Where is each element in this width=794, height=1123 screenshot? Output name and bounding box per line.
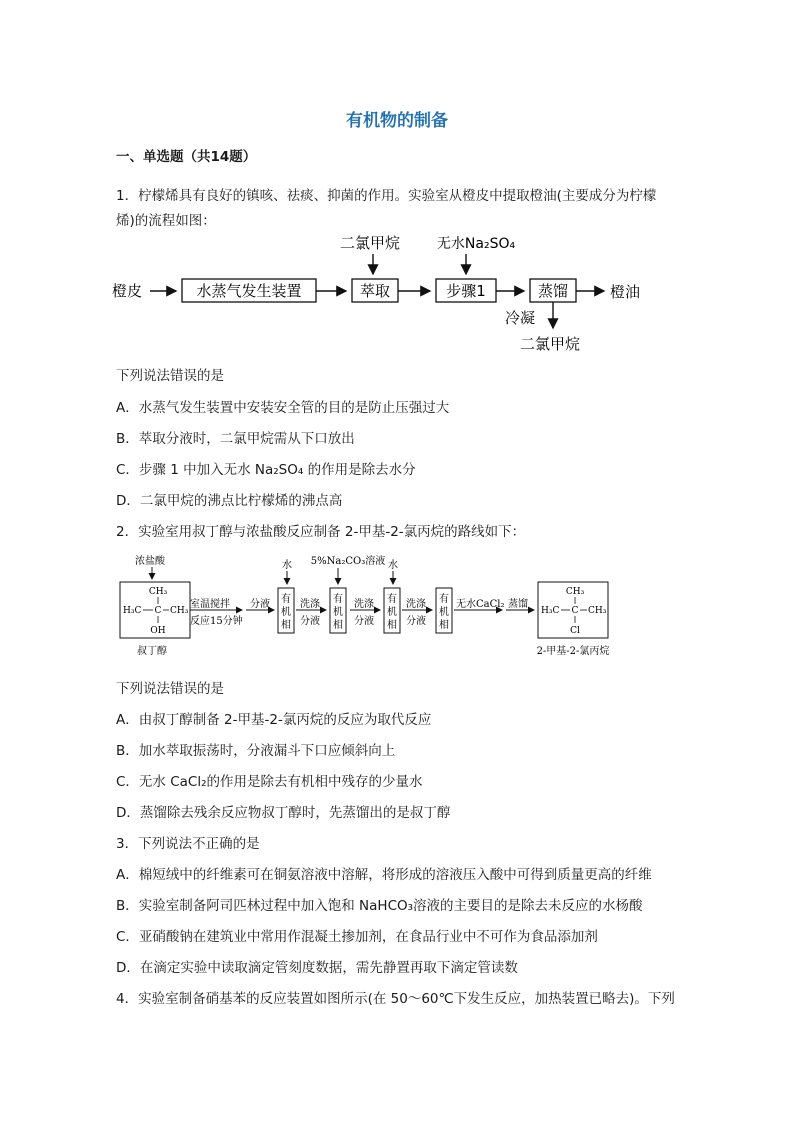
wash-label-3: 洗涤 [406,599,426,610]
q1-option-b: B．萃取分液时，二氯甲烷需从下口放出 [116,431,355,447]
reagent-dichloromethane: 二氯甲烷 [339,234,401,252]
start-ch3-right: CH₃ [170,606,189,616]
q1-prompt: 下列说法错误的是 [116,368,224,384]
prod-ch3-right: CH₃ [588,606,607,616]
sep-label-3: 分液 [354,616,374,627]
flow-end: 橙油 [610,283,641,301]
q3-option-b: B．实验室制备阿司匹林过程中加入饱和 NaHCO₃溶液的主要目的是除去未反应的水杨酸 [116,898,643,914]
reagent-na2so4: 无水Na₂SO₄ [436,236,516,252]
q2-prompt: 下列说法错误的是 [116,681,224,697]
distill-label: 蒸馏 [508,599,528,610]
water-label-1: 水 [282,560,292,571]
sep-label-1: 分液 [250,599,270,610]
q4-text-line1: 4．实验室制备硝基苯的反应装置如图所示(在 50～60℃下发生反应，加热装置已略去)。下列 [116,991,675,1007]
q1-option-a: A．水蒸气发生装置中安装安全管的目的是防止压强过大 [116,400,450,416]
prod-c: C [571,606,579,616]
page-title: 有机物的制备 [346,111,448,131]
na2co3-label: 5%Na₂CO₃溶液 [310,556,386,567]
org-char: 机 [439,607,449,618]
q2-route-diagram [112,552,632,664]
q3-option-d: D．在滴定实验中读取滴定管刻度数据，需先静置再取下滴定管读数 [116,960,518,976]
q2-option-b: B．加水萃取振荡时，分液漏斗下口应倾斜向上 [116,743,396,759]
q3-option-c: C．亚硝酸钠在建筑业中常用作混凝土掺加剂，在食品行业中不可作为食品添加剂 [116,929,598,945]
reagent-hcl: 浓盐酸 [135,556,165,567]
q2-option-c: C．无水 CaCl₂的作用是除去有机相中残存的少量水 [116,774,423,790]
org-char: 有 [387,594,397,605]
start-h3c: H₃C [123,606,142,616]
org-char: 有 [439,594,449,605]
org-char: 相 [439,620,449,631]
org-char: 相 [387,620,397,631]
sep-label-4: 分液 [406,616,426,627]
org-char: 有 [281,594,291,605]
org-char: 相 [281,620,291,631]
prod-h3c: H₃C [541,606,560,616]
box-extract-label: 萃取 [359,282,391,300]
q1-text-line2: 烯)的流程如图： [116,213,216,229]
org-char: 相 [333,620,343,631]
q2-text-line1: 2．实验室用叔丁醇与浓盐酸反应制备 2-甲基-2-氯丙烷的路线如下： [116,524,526,540]
org-char: 机 [281,607,291,618]
start-name: 叔丁醇 [137,646,167,657]
org-char: 机 [387,607,397,618]
section-heading: 一、单选题（共14题） [116,149,257,165]
start-oh: OH [150,626,166,636]
sep-label-2: 分液 [300,616,320,627]
step1-top: 室温搅拌 [190,599,230,610]
wash-label-2: 洗涤 [354,599,374,610]
q2-option-a: A．由叔丁醇制备 2-甲基-2-氯丙烷的反应为取代反应 [116,712,432,728]
wash-label-1: 洗涤 [300,599,320,610]
org-char: 有 [333,594,343,605]
box-steam-generator-label: 水蒸气发生装置 [196,282,302,300]
q1-option-d: D．二氯甲烷的沸点比柠檬烯的沸点高 [116,493,343,509]
start-ch3: CH₃ [148,587,168,597]
start-c: C [154,606,162,616]
flow-start: 橙皮 [112,282,143,300]
product-name: 2-甲基-2-氯丙烷 [536,646,610,657]
q3-text-line1: 3．下列说法不正确的是 [116,836,260,852]
q3-option-a: A．棉短绒中的纤维素可在铜氨溶液中溶解，将形成的溶液压入酸中可得到质量更高的纤维 [116,867,652,883]
box-step1-label: 步骤1 [446,282,486,300]
org-char: 机 [333,607,343,618]
condense-label: 冷凝 [505,309,536,327]
cacl2-label: 无水CaCl₂ [456,599,505,610]
prod-ch3: CH₃ [565,587,585,597]
box-distill-label: 蒸馏 [537,282,569,300]
byproduct-dichloromethane: 二氯甲烷 [519,335,581,353]
q1-text-line1: 1．柠檬烯具有良好的镇咳、祛痰、抑菌的作用。实验室从橙皮中提取橙油(主要成分为柠檬 [116,188,657,204]
prod-cl: Cl [570,626,580,636]
water-label-2: 水 [388,560,398,571]
q1-flowchart [110,230,670,356]
q2-option-d: D．蒸馏除去残余反应物叔丁醇时，先蒸馏出的是叔丁醇 [116,805,451,821]
step1-bottom: 反应15分钟 [190,616,243,627]
q1-option-c: C．步骤 1 中加入无水 Na₂SO₄ 的作用是除去水分 [116,462,416,478]
